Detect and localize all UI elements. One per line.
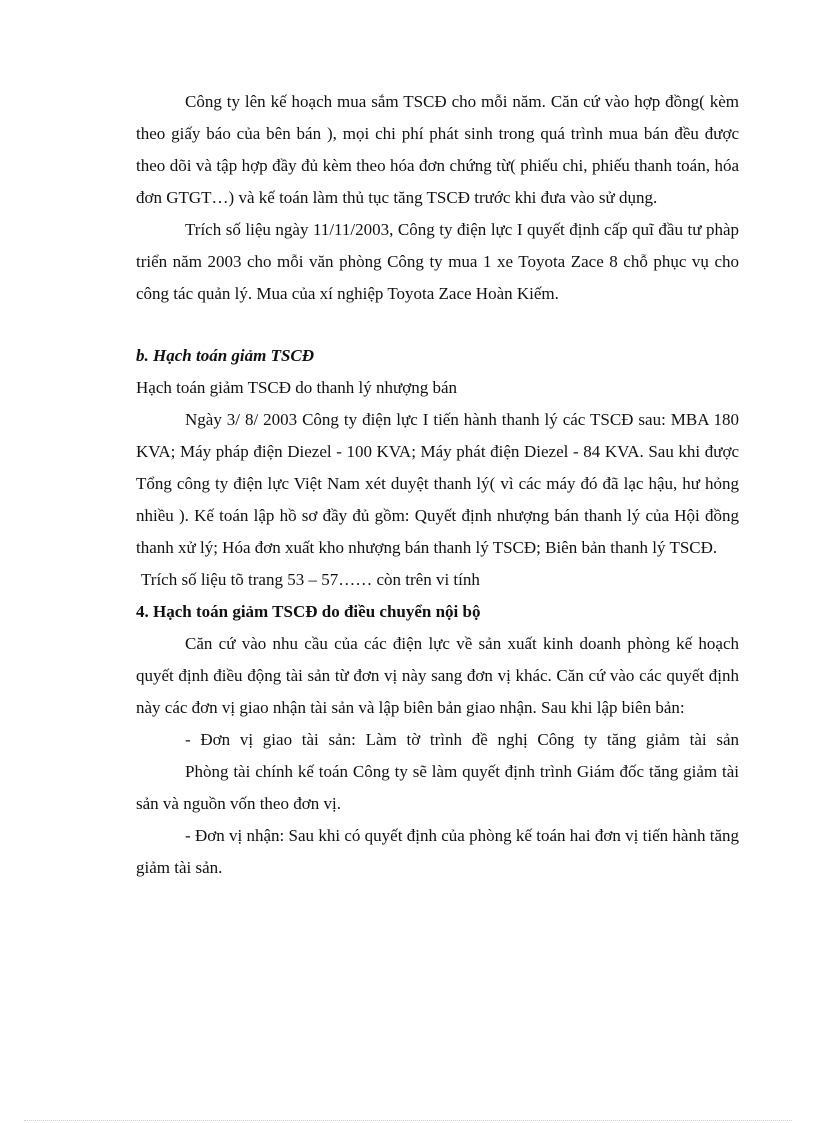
page-footer-divider	[24, 1120, 792, 1121]
paragraph-receiving-unit: - Đơn vị nhận: Sau khi có quyết định của phòng kế toán hai đơn vị tiến hành tăng giảm tài sản.	[136, 826, 739, 877]
document-page	[136, 86, 739, 884]
paragraph-toyota-purchase: Trích số liệu ngày 11/11/2003, Công ty điện lực I quyết định cấp quĩ đầu tư phàp triển năm 2003 cho mỗi văn phòng Công ty mua 1 xe Toyota Zace 8 chỗ phục vụ cho công tác quản lý. Mua của xí nghiệp Toyota Zace Hoàn Kiếm.	[136, 220, 739, 303]
spacer	[136, 310, 739, 340]
paragraph-purchase-plan: Công ty lên kế hoạch mua sắm TSCĐ cho mỗi năm. Căn cứ vào hợp đồng( kèm theo giấy báo của bên bán ), mọi chi phí phát sinh trong quá trình mua bán đều được theo dõi và tập hợp đầy đủ kèm theo hóa đơn chứng từ( phiếu chi, phiếu thanh toán, hóa đơn GTGT…) và kế toán làm thủ tục tăng TSCĐ trước khi đưa vào sử dụng.	[136, 92, 739, 207]
paragraph-delivering-unit: - Đơn vị giao tài sản: Làm tờ trình đề nghị Công ty tăng giảm tài sản	[185, 730, 739, 749]
note-data-excerpt: Trích số liệu tõ trang 53 – 57…… còn trên vi tính	[141, 570, 480, 589]
section-heading-4: 4. Hạch toán giảm TSCĐ do điều chuyển nội bộ	[136, 602, 481, 621]
subheading-liquidation: Hạch toán giảm TSCĐ do thanh lý nhượng bán	[136, 378, 458, 397]
paragraph-internal-transfer: Căn cứ vào nhu cầu của các điện lực về sản xuất kinh doanh phòng kế hoạch quyết định điều động tài sản từ đơn vị này sang đơn vị khác. Căn cứ vào các quyết định này các đơn vị giao nhận tài sản và lập biên bản giao nhận. Sau khi lập biên bản:	[136, 634, 739, 717]
section-heading-b: b. Hạch toán giảm TSCĐ	[136, 346, 315, 365]
paragraph-finance-dept: Phòng tài chính kế toán Công ty sẽ làm quyết định trình Giám đốc tăng giảm tài sản và nguồn vốn theo đơn vị.	[136, 762, 739, 813]
paragraph-liquidation: Ngày 3/ 8/ 2003 Công ty điện lực I tiến hành thanh lý các TSCĐ sau: MBA 180 KVA; Máy pháp điện Diezel - 100 KVA; Máy phát điện Diezel - 84 KVA. Sau khi được Tổng công ty điện lực Việt Nam xét duyệt thanh lý( vì các máy đó đã lạc hậu, hư hỏng nhiều ). Kế toán lập hồ sơ đầy đủ gồm: Quyết định nhượng bán thanh lý của Hội đồng thanh xử lý; Hóa đơn xuất kho nhượng bán thanh lý TSCĐ; Biên bản thanh lý TSCĐ.	[136, 410, 739, 557]
